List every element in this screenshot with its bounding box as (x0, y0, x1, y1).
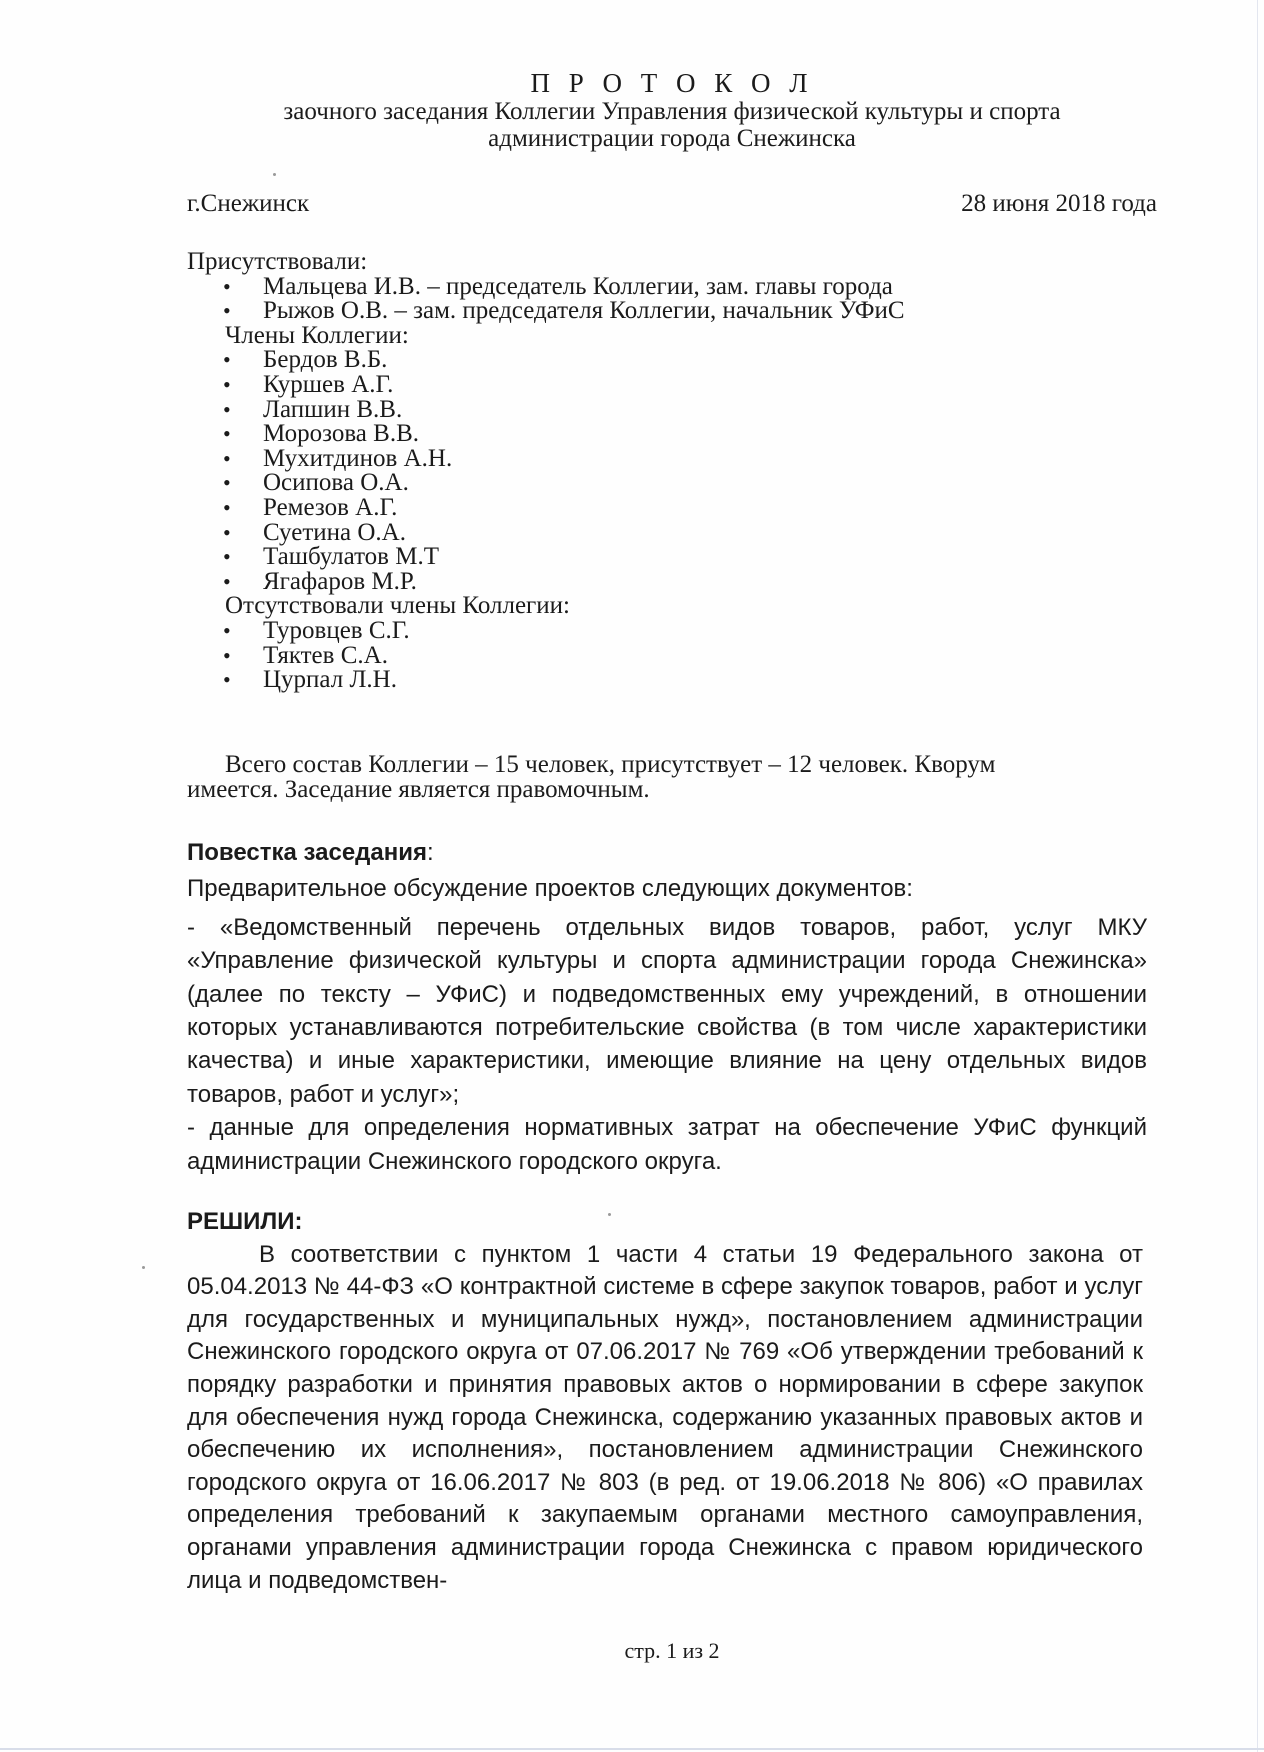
bullet-icon: • (223, 568, 231, 594)
agenda-intro: Предварительное обсуждение проектов следующих документов: (187, 875, 913, 903)
quorum-paragraph (187, 752, 1127, 802)
bullet-icon: • (223, 519, 231, 545)
quorum-line1: Всего состав Коллегии – 15 человек, присутствует – 12 человек. Кворум (225, 751, 996, 778)
city: г.Снежинск (187, 190, 310, 217)
list-item (187, 471, 905, 496)
bullet-icon: • (223, 347, 231, 373)
members-label: Члены Коллегии: (225, 321, 409, 349)
absent-entry: Цурпал Л.Н. (263, 666, 397, 694)
page-number: стр. 1 из 2 (624, 1638, 720, 1663)
absent-entry: Тяктев С.А. (263, 641, 388, 669)
bullet-icon: • (223, 617, 231, 643)
decision-title: РЕШИЛИ: (187, 1208, 303, 1235)
list-item (187, 395, 905, 423)
absent-list (187, 616, 905, 694)
decision-section (187, 1206, 1143, 1597)
member-entry: Куршев А.Г. (263, 370, 394, 398)
bullet-icon: • (223, 273, 231, 299)
scan-speck (142, 1266, 145, 1269)
bullet-icon: • (223, 371, 231, 397)
bullet-icon: • (223, 421, 231, 447)
bullet-icon: • (223, 445, 231, 471)
leader-entry: Рыжов О.В. – зам. председателя Коллегии, начальник УФиС (263, 297, 905, 325)
scan-edge-right (1257, 0, 1258, 1752)
list-item (187, 567, 905, 595)
member-entry: Морозова В.В. (263, 420, 420, 448)
quorum-line2: имеется. Заседание является правомочным. (187, 776, 650, 803)
present-label: Присутствовали: (187, 248, 368, 275)
bullet-icon: • (223, 396, 231, 422)
leader-entry: Мальцева И.В. – председатель Коллегии, зам. главы города (263, 272, 893, 300)
member-entry: Ремезов А.Г. (263, 493, 398, 521)
list-item (187, 422, 905, 447)
absent-entry: Туровцев С.Г. (263, 616, 410, 644)
scan-edge-bottom (0, 1748, 1264, 1750)
member-entry: Ягафаров М.Р. (263, 567, 417, 595)
list-item (187, 518, 905, 546)
member-entry: Бердов В.Б. (263, 346, 388, 374)
bullet-icon: • (223, 470, 231, 496)
members-list (187, 348, 905, 594)
bullet-icon: • (223, 667, 231, 693)
absent-label: Отсутствовали члены Коллегии: (225, 592, 571, 620)
scan-speck (273, 173, 276, 176)
member-entry: Ташбулатов М.Т (263, 543, 439, 571)
leaders-list (187, 272, 905, 325)
bullet-icon: • (223, 642, 231, 668)
member-entry: Суетина О.А. (263, 518, 406, 546)
attendance-section (187, 250, 905, 693)
list-item (187, 299, 905, 324)
decision-text: В соответствии с пунктом 1 части 4 статьи 19 Федерального закона от 05.04.2013 № 44-ФЗ «О контрактной системе в сфере закупок товаров, работ и услуг для государственных и муниципальных нужд», постановлением администрации Снежинского городского округа от 07.06.2017 № 769 «Об утверждении требований к порядку разработки и принятия правовых актов о нормировании в сфере закупок для обеспечения нужд города Снежинска, содержанию указанных правовых актов и обеспечению их исполнения», постановлением администрации Снежинского городского округа от 16.06.2017 № 803 (в ред. от 19.06.2018 № 806) «О правилах определения требований к закупаемым органами местного самоуправления, органами управления администрации города Снежинска с правом юридического лица и подведомствен- (187, 1240, 1143, 1594)
agenda-item-1: - «Ведомственный перечень отдельных видов товаров, работ, услуг МКУ «Управление физической культуры и спорта администрации города Снежинска» (далее по тексту – УФиС) и подведомственных ему учреждений, в отношении которых устанавливаются потребительские свойства (в том числе характеристики качества) и иные характеристики, имеющие влияние на цену отдельных видов товаров, работ и услуг»; (187, 913, 1147, 1108)
list-item (187, 444, 905, 472)
agenda-title-colon: : (427, 839, 434, 866)
agenda-item-2: - данные для определения нормативных затрат на обеспечение УФиС функций администрации Снежинского городского округа. (187, 1114, 1147, 1175)
list-item (187, 370, 905, 398)
list-item (187, 641, 905, 669)
agenda-title: Повестка заседания (187, 839, 427, 866)
member-entry: Лапшин В.В. (263, 395, 403, 423)
document-header (0, 68, 1264, 152)
scan-speck (608, 1213, 611, 1216)
date: 28 июня 2018 года (961, 190, 1157, 217)
document-subtitle-line2: администрации города Снежинска (488, 125, 856, 152)
list-item (187, 616, 905, 644)
list-item (187, 272, 905, 300)
list-item (187, 545, 905, 570)
list-item (187, 493, 905, 521)
bullet-icon: • (223, 544, 231, 570)
agenda-section (187, 836, 1147, 1178)
list-item (187, 348, 905, 373)
document-subtitle-line1: заочного заседания Коллегии Управления физической культуры и спорта (283, 98, 1061, 125)
member-entry: Осипова О.А. (263, 469, 409, 497)
list-item (187, 668, 905, 693)
bullet-icon: • (223, 494, 231, 520)
document-title: П Р О Т О К О Л (530, 68, 814, 98)
member-entry: Мухитдинов А.Н. (263, 444, 453, 472)
bullet-icon: • (223, 298, 231, 324)
